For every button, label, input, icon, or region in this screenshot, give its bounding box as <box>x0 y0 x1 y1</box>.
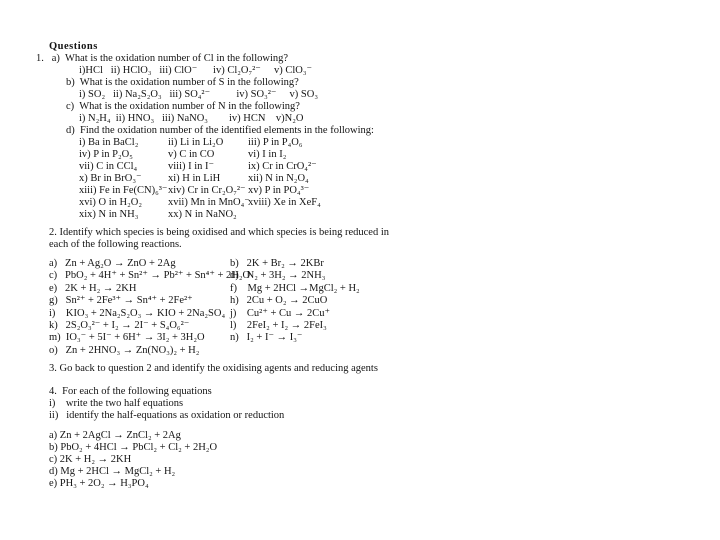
q1b-items: i) SO₂ ii) Na₂S₂O₃ iii) SO₄²⁻ iv) SO₃²⁻ v) SO₃ <box>79 89 319 100</box>
q1d-question: d) Find the oxidation number of the identified elements in the following: <box>66 125 374 136</box>
q2-reaction: e) 2K + H₂ → 2KH <box>49 282 137 294</box>
q4-intro: 4. For each of the following equations <box>49 386 212 397</box>
q2-intro-line1: 2. Identify which species is being oxidised and which species is being reduced in <box>49 227 389 238</box>
q1d-item: xii) N in N₂O₄ <box>248 173 309 184</box>
q1d-item: vii) C in CCl₄ <box>79 161 138 172</box>
q2-reaction: f) Mg + 2HCl →MgCl₂ + H₂ <box>230 282 360 294</box>
q2-reaction: j) Cu²⁺ + Cu → 2Cu⁺ <box>230 307 331 319</box>
q4-part-ii: ii) identify the half-equations as oxidation or reduction <box>49 410 285 421</box>
q1a-items: i)HCl ii) HClO₃ iii) ClO⁻ iv) Cl₂O₇²⁻ v) ClO₃⁻ <box>79 65 313 76</box>
q1d-item: xx) N in NaNO₂ <box>168 209 237 220</box>
q2-reaction: c) PbO₂ + 4H⁺ + Sn²⁺ → Pb²⁺ + Sn⁴⁺ + 2H₂O <box>49 270 251 282</box>
q1d-item: ii) Li in Li₂O <box>168 137 224 148</box>
q2-reaction: a) Zn + Ag₂O → ZnO + 2Ag <box>49 258 176 269</box>
q1c-items: i) N₂H₄ ii) HNO₃ iii) NaNO₃ iv) HCN v)N₂O <box>79 113 304 124</box>
q2-reaction: l) 2FeI₂ + I₂ → 2FeI₃ <box>230 320 327 331</box>
q1d-item: v) C in CO <box>168 149 215 160</box>
q1d-item: ix) Cr in CrO₄²⁻ <box>248 161 317 172</box>
q1d-item: xvii) Mn in MnO₄⁻ <box>168 197 250 208</box>
q4-equation: e) PH₃ + 2O₂ → H₃PO₄ <box>49 478 149 489</box>
q4-equation: b) PbO₂ + 4HCl → PbCl₂ + Cl₂ + 2H₂O <box>49 442 218 453</box>
q1b-question: b) What is the oxidation number of S in the following? <box>66 77 299 88</box>
q1-intro: 1. a) What is the oxidation number of Cl in the following? <box>36 53 289 64</box>
q1d-item: x) Br in BrO₃⁻ <box>79 173 142 184</box>
q1d-item: iv) P in P₂O₅ <box>79 149 133 160</box>
q1d-item: xvi) O in H₂O₂ <box>79 197 143 208</box>
q2-reaction: d) N₂ + 3H₂ → 2NH₃ <box>230 270 326 282</box>
q1d-item: xiv) Cr in Cr₂O₇²⁻ <box>168 185 246 196</box>
q1d-item: i) Ba in BaCl₂ <box>79 137 139 148</box>
q1c-question: c) What is the oxidation number of N in the following? <box>66 101 300 112</box>
q1d-item: viii) I in I⁻ <box>168 161 215 172</box>
q1d-item: xviii) Xe in XeF₄ <box>248 197 321 208</box>
q2-intro-line2: each of the following reactions. <box>49 239 182 250</box>
q2-reaction: g) Sn²⁺ + 2Fe³⁺ → Sn⁴⁺ + 2Fe²⁺ <box>49 295 193 307</box>
q4-part-i: i) write the two half equations <box>49 398 184 409</box>
q2-reaction: i) KIO₃ + 2Na₂S₂O₃ → KIO + 2Na₂SO₄ <box>49 307 226 319</box>
q3-text: 3. Go back to question 2 and identify the oxidising agents and reducing agents <box>49 363 378 374</box>
q4-equation: d) Mg + 2HCl → MgCl₂ + H₂ <box>49 466 176 477</box>
q2-reaction: k) 2S₂O₃²⁻ + I₂ → 2I⁻ + S₄O₆²⁻ <box>49 320 190 331</box>
q2-reaction: b) 2K + Br₂ → 2KBr <box>230 258 324 269</box>
q4-equation: a) Zn + 2AgCl → ZnCl₂ + 2Ag <box>49 430 181 441</box>
q1d-item: xv) P in PO₄³⁻ <box>248 185 310 196</box>
q1d-item: iii) P in P₄O₆ <box>248 137 303 148</box>
q2-reaction: m) IO₃⁻ + 5I⁻ + 6H⁺ → 3I₂ + 3H₂O <box>49 332 205 344</box>
q2-reaction: n) I₂ + I⁻ → I₃⁻ <box>230 332 303 344</box>
heading: Questions <box>49 41 98 52</box>
q1d-item: xix) N in NH₃ <box>79 209 139 220</box>
q1d-item: vi) I in I₂ <box>248 149 287 160</box>
q1d-item: xi) H in LiH <box>168 173 221 184</box>
q1d-item: xiii) Fe in Fe(CN)₆³⁻ <box>79 185 168 196</box>
q4-equation: c) 2K + H₂ → 2KH <box>49 454 132 465</box>
q2-reaction: h) 2Cu + O₂ → 2CuO <box>230 295 328 307</box>
q2-reaction: o) Zn + 2HNO₃ → Zn(NO₃)₂ + H₂ <box>49 344 200 356</box>
